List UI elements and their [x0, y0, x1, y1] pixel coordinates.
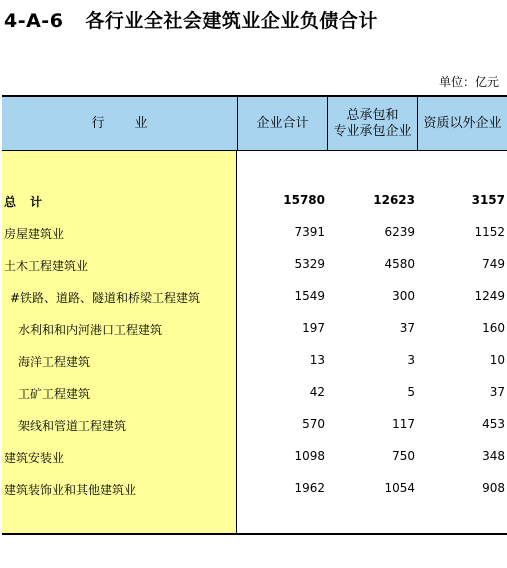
header-general-contract — [327, 97, 417, 151]
row-total: 570 — [302, 417, 325, 431]
row-total: 7391 — [294, 225, 325, 239]
row-total: 1098 — [294, 449, 325, 463]
table-row — [2, 319, 507, 339]
row-total: 42 — [309, 385, 325, 399]
row-total: 197 — [302, 321, 325, 335]
header-industry: 行业 — [91, 116, 178, 131]
header-unqualified: 资质以外企业 — [417, 97, 507, 151]
data-table — [2, 95, 507, 535]
row-general: 12623 — [373, 193, 415, 207]
row-general: 37 — [399, 321, 415, 335]
table-title: 各行业全社会建筑业企业负债合计 — [85, 10, 378, 32]
row-qualified: 10 — [489, 353, 505, 367]
row-qualified: 160 — [482, 321, 505, 335]
table-header — [2, 95, 507, 151]
row-general: 300 — [392, 289, 415, 303]
row-general: 3 — [407, 353, 415, 367]
table-row — [2, 287, 507, 307]
row-name: 总计 — [4, 195, 57, 209]
row-general: 117 — [392, 417, 415, 431]
row-qualified: 3157 — [471, 193, 505, 207]
row-qualified: 348 — [482, 449, 505, 463]
table-code: 4-A-6 — [4, 10, 64, 32]
row-name: 建筑装饰业和其他建筑业 — [4, 483, 137, 497]
row-name: 建筑安装业 — [4, 451, 65, 465]
table-row-total — [2, 191, 507, 211]
row-name: 土木工程建筑业 — [4, 259, 89, 273]
header-general-line1: 总承包和 — [346, 108, 399, 123]
row-name: 工矿工程建筑 — [18, 387, 91, 401]
page-title — [4, 6, 378, 33]
row-general: 6239 — [384, 225, 415, 239]
row-name: 房屋建筑业 — [4, 227, 65, 241]
row-qualified: 749 — [482, 257, 505, 271]
row-general: 4580 — [384, 257, 415, 271]
row-general: 5 — [407, 385, 415, 399]
table-row — [2, 383, 507, 403]
row-total: 5329 — [294, 257, 325, 271]
row-general: 1054 — [384, 481, 415, 495]
table-row — [2, 351, 507, 371]
row-total: 15780 — [283, 193, 325, 207]
row-name: 架线和管道工程建筑 — [18, 419, 127, 433]
unit-label: 单位：亿元 — [438, 75, 499, 89]
row-qualified: 1152 — [474, 225, 505, 239]
row-name: 海洋工程建筑 — [18, 355, 91, 369]
row-name: 水利和和内河港口工程建筑 — [18, 323, 163, 337]
table-row — [2, 479, 507, 499]
row-total: 13 — [309, 353, 325, 367]
table-row — [2, 255, 507, 275]
row-qualified: 37 — [489, 385, 505, 399]
row-qualified: 908 — [482, 481, 505, 495]
table-row — [2, 415, 507, 435]
row-total: 1549 — [294, 289, 325, 303]
row-total: 1962 — [294, 481, 325, 495]
row-qualified: 453 — [482, 417, 505, 431]
table-row — [2, 447, 507, 467]
header-general-line2: 专业承包企业 — [333, 124, 412, 139]
header-total: 企业合计 — [237, 97, 327, 151]
table-body — [2, 151, 507, 535]
row-name: #铁路、道路、隧道和桥梁工程建筑 — [10, 291, 201, 305]
row-qualified: 1249 — [474, 289, 505, 303]
table-row — [2, 223, 507, 243]
row-general: 750 — [392, 449, 415, 463]
